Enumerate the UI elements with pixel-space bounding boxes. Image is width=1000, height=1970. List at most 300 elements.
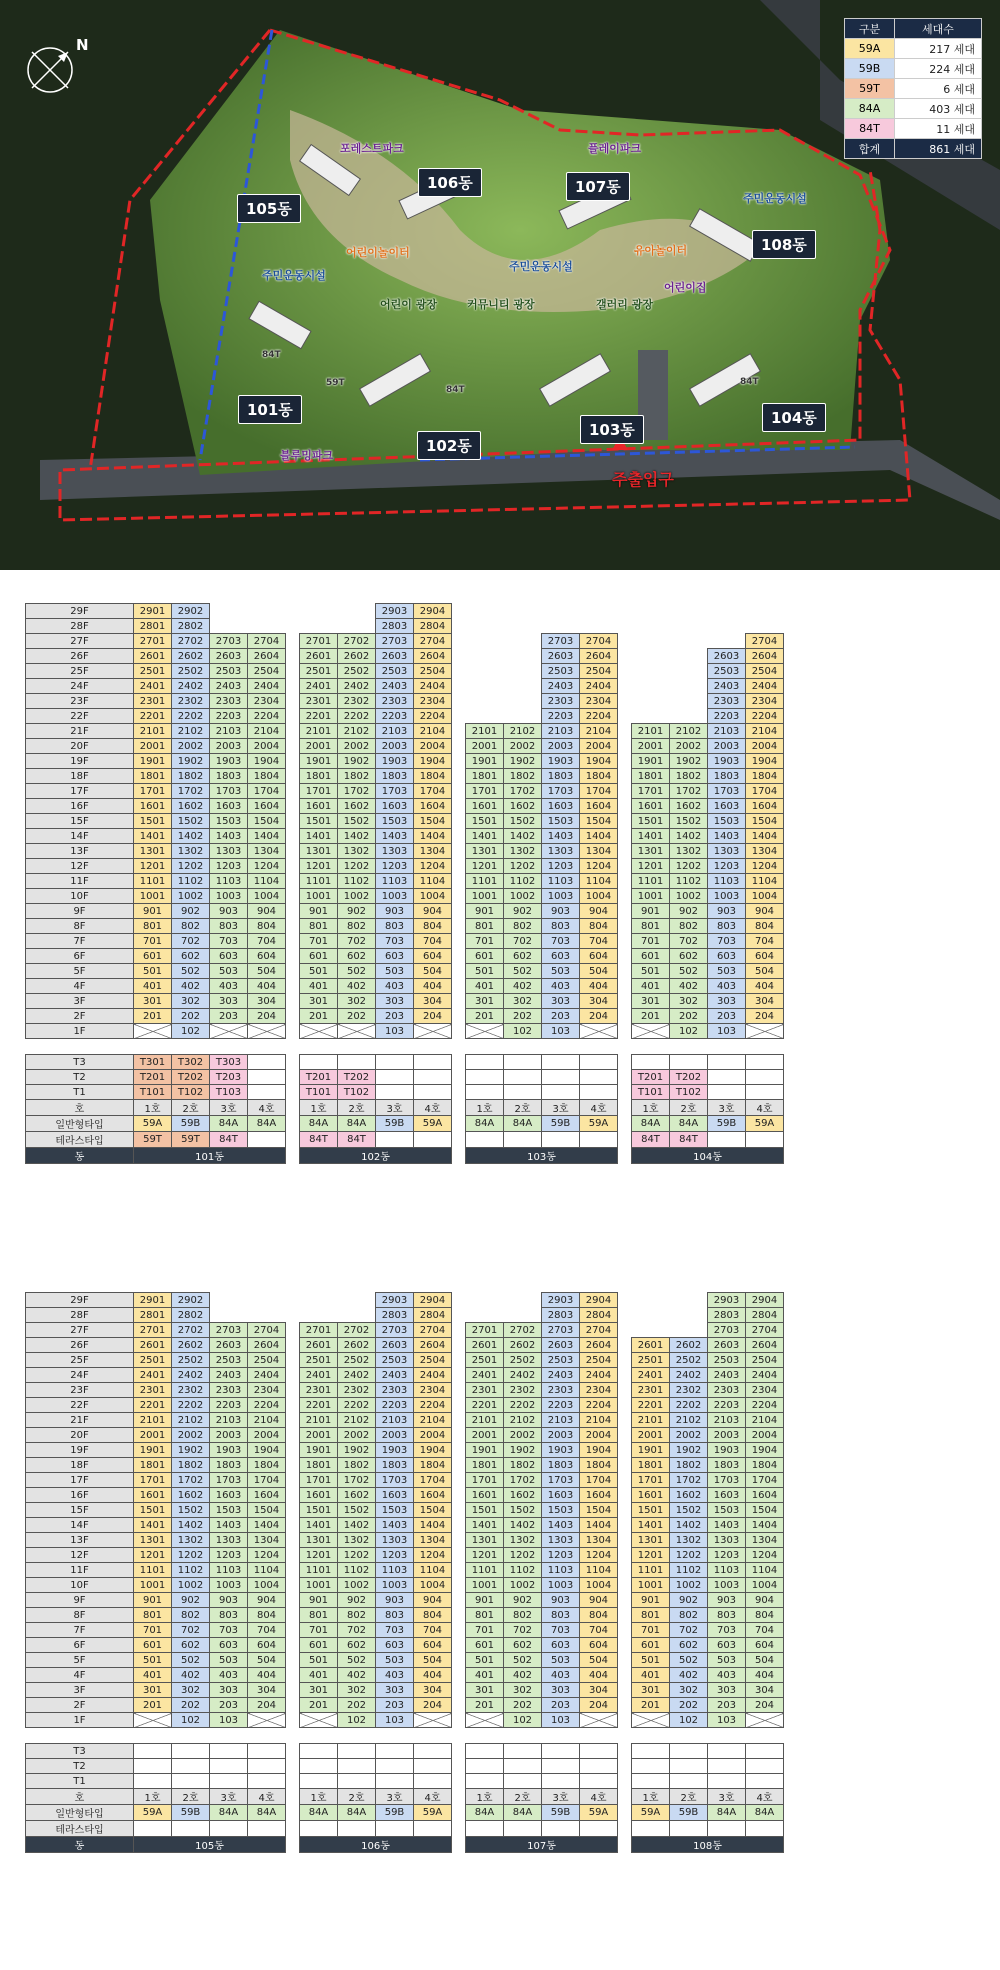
unit-cell: 202 xyxy=(338,1009,376,1024)
column-gap xyxy=(286,1698,300,1713)
column-gap xyxy=(618,769,632,784)
unit-cell: 1602 xyxy=(670,799,708,814)
site-plan-map xyxy=(0,0,1000,570)
column-gap xyxy=(618,919,632,934)
floor-label: 29F xyxy=(26,1293,134,1308)
legend-count: 6 세대 xyxy=(895,79,982,99)
unit-cell: 2203 xyxy=(708,1398,746,1413)
unit-type: 59A xyxy=(414,1805,452,1821)
unit-cell: 203 xyxy=(376,1009,414,1024)
unit-cell: 301 xyxy=(466,1683,504,1698)
empty-cell xyxy=(670,1055,708,1070)
floor-label: 17F xyxy=(26,1473,134,1488)
empty-cell xyxy=(248,1308,286,1323)
column-gap xyxy=(286,1623,300,1638)
unit-cell: 703 xyxy=(708,1623,746,1638)
unit-cell: 2002 xyxy=(172,1428,210,1443)
column-gap xyxy=(618,1428,632,1443)
floor-label: 4F xyxy=(26,979,134,994)
unit-cell: 301 xyxy=(632,994,670,1009)
unit-cell: 1601 xyxy=(632,799,670,814)
unit-cell: 1603 xyxy=(708,1488,746,1503)
empty-cell xyxy=(632,1308,670,1323)
unit-cell: 902 xyxy=(504,904,542,919)
unit-cell: 404 xyxy=(248,1668,286,1683)
unit-cell: 801 xyxy=(632,919,670,934)
unit-cell: 904 xyxy=(746,904,784,919)
unit-cell: 1601 xyxy=(134,1488,172,1503)
unit-cell: 1701 xyxy=(300,1473,338,1488)
unit-cell: 1003 xyxy=(542,1578,580,1593)
column-gap xyxy=(286,634,300,649)
unit-cell: 202 xyxy=(670,1698,708,1713)
unit-cell: 2001 xyxy=(632,1428,670,1443)
empty-cell xyxy=(580,1132,618,1148)
unit-cell: 2601 xyxy=(134,649,172,664)
spacer-cell xyxy=(708,1728,746,1744)
unit-cell: 2402 xyxy=(670,1368,708,1383)
floor-row xyxy=(26,709,784,724)
unit-cell: 2003 xyxy=(210,1428,248,1443)
unit-cell: 1603 xyxy=(210,799,248,814)
unit-type: 84A xyxy=(466,1116,504,1132)
spacer-cell xyxy=(248,1728,286,1744)
unit-cell: 203 xyxy=(542,1698,580,1713)
empty-cell xyxy=(746,619,784,634)
unit-cell: 2803 xyxy=(708,1308,746,1323)
unit-type: 84A xyxy=(708,1805,746,1821)
unit-number: 2호 xyxy=(670,1789,708,1805)
floor-label: T1 xyxy=(26,1085,134,1100)
unit-cell: 504 xyxy=(414,964,452,979)
empty-cell xyxy=(414,1055,452,1070)
unit-cell: 1402 xyxy=(338,1518,376,1533)
unit-cell: 2102 xyxy=(172,724,210,739)
unit-cell: 2304 xyxy=(580,694,618,709)
unit-cell: 1104 xyxy=(746,1563,784,1578)
column-gap xyxy=(452,1085,466,1100)
unit-cell: 1403 xyxy=(376,829,414,844)
empty-cell xyxy=(746,1744,784,1759)
spacer-cell xyxy=(466,1039,504,1055)
unit-cell: 1802 xyxy=(172,769,210,784)
empty-cell xyxy=(338,1759,376,1774)
unit-cell: 204 xyxy=(414,1009,452,1024)
unit-cell: 902 xyxy=(504,1593,542,1608)
column-gap xyxy=(618,1789,632,1805)
column-gap xyxy=(452,784,466,799)
unit-cell: 901 xyxy=(300,1593,338,1608)
unit-cell: 1103 xyxy=(542,874,580,889)
unit-cell: 1304 xyxy=(746,844,784,859)
unit-cell: 2601 xyxy=(632,1338,670,1353)
spacer-cell xyxy=(248,1039,286,1055)
unit-cell: 1201 xyxy=(300,1548,338,1563)
spacer-cell xyxy=(618,1039,632,1055)
unit-cell: 501 xyxy=(134,1653,172,1668)
floor-label: 22F xyxy=(26,709,134,724)
column-gap xyxy=(452,634,466,649)
column-gap xyxy=(618,949,632,964)
unit-cell: 1201 xyxy=(466,859,504,874)
unit-cell: 1002 xyxy=(504,889,542,904)
spacer-cell xyxy=(452,1039,466,1055)
spacer-cell xyxy=(338,1039,376,1055)
unit-cell: 601 xyxy=(632,949,670,964)
empty-cell xyxy=(580,1070,618,1085)
type-tag: 84T xyxy=(262,350,281,360)
unit-cell: 1801 xyxy=(300,1458,338,1473)
unit-cell: 2304 xyxy=(580,1383,618,1398)
column-gap xyxy=(618,1398,632,1413)
unit-cell: 2903 xyxy=(708,1293,746,1308)
unit-cell: 2502 xyxy=(172,1353,210,1368)
unit-cell: 2004 xyxy=(248,1428,286,1443)
terrace-type: 84T xyxy=(300,1132,338,1148)
unit-cell: 2402 xyxy=(338,1368,376,1383)
unit-cell: 1903 xyxy=(376,754,414,769)
column-gap xyxy=(286,1338,300,1353)
unit-cell: 301 xyxy=(134,1683,172,1698)
column-gap xyxy=(618,1488,632,1503)
unit-cell: 2301 xyxy=(300,694,338,709)
unit-cell: 1904 xyxy=(414,754,452,769)
unit-cell: 1901 xyxy=(134,1443,172,1458)
unit-cell: 2203 xyxy=(210,1398,248,1413)
column-gap xyxy=(618,1623,632,1638)
unit-cell: 2104 xyxy=(414,724,452,739)
unit-cell: 1802 xyxy=(338,769,376,784)
unit-cell: 1202 xyxy=(172,1548,210,1563)
unit-cell: 103 xyxy=(376,1713,414,1728)
unit-cell: 1104 xyxy=(248,874,286,889)
unit-cell: 2602 xyxy=(172,649,210,664)
unit-cell: 704 xyxy=(580,1623,618,1638)
unit-cell: 701 xyxy=(300,1623,338,1638)
empty-cell xyxy=(708,1132,746,1148)
unit-cell: 301 xyxy=(300,994,338,1009)
empty-cell xyxy=(248,1055,286,1070)
floor-row xyxy=(26,934,784,949)
unit-cell: 1401 xyxy=(134,1518,172,1533)
unit-cell: 1201 xyxy=(300,859,338,874)
unit-cell: 701 xyxy=(134,934,172,949)
unit-cell: 1301 xyxy=(632,1533,670,1548)
empty-cell xyxy=(580,1713,618,1728)
empty-cell xyxy=(210,1744,248,1759)
empty-cell xyxy=(300,1024,338,1039)
column-gap xyxy=(452,694,466,709)
unit-type: 59B xyxy=(376,1116,414,1132)
unit-cell: 1904 xyxy=(248,754,286,769)
floor-row xyxy=(26,739,784,754)
empty-cell xyxy=(504,634,542,649)
unit-type: 84A xyxy=(248,1805,286,1821)
unit-cell: 103 xyxy=(708,1713,746,1728)
terrace-floor-row xyxy=(26,1070,784,1085)
unit-cell: 401 xyxy=(300,979,338,994)
floor-label: 6F xyxy=(26,1638,134,1653)
empty-cell xyxy=(504,1055,542,1070)
unit-cell: 603 xyxy=(210,949,248,964)
terrace-unit-cell: T201 xyxy=(632,1070,670,1085)
unit-cell: 504 xyxy=(746,964,784,979)
column-gap xyxy=(452,724,466,739)
unit-cell: 2501 xyxy=(300,664,338,679)
unit-cell: 2104 xyxy=(248,724,286,739)
unit-cell: 1004 xyxy=(248,1578,286,1593)
unit-cell: 2704 xyxy=(414,1323,452,1338)
unit-cell: 2704 xyxy=(248,1323,286,1338)
unit-cell: 904 xyxy=(746,1593,784,1608)
column-gap xyxy=(452,1443,466,1458)
unit-cell: 1403 xyxy=(210,1518,248,1533)
column-gap xyxy=(452,1668,466,1683)
unit-type: 84A xyxy=(248,1116,286,1132)
empty-cell xyxy=(134,1713,172,1728)
empty-cell xyxy=(338,1308,376,1323)
column-gap xyxy=(618,1533,632,1548)
empty-cell xyxy=(414,1821,452,1837)
empty-cell xyxy=(504,1293,542,1308)
unit-cell: 704 xyxy=(580,934,618,949)
column-gap xyxy=(452,1698,466,1713)
unit-cell: 2604 xyxy=(746,649,784,664)
unit-number: 1호 xyxy=(300,1100,338,1116)
unit-number-row xyxy=(26,1100,784,1116)
terrace-type: 84T xyxy=(670,1132,708,1148)
unit-cell: 2002 xyxy=(172,739,210,754)
unit-cell: 1103 xyxy=(210,874,248,889)
unit-cell: 204 xyxy=(580,1009,618,1024)
unit-cell: 501 xyxy=(300,964,338,979)
unit-cell: 1004 xyxy=(746,889,784,904)
unit-cell: 2304 xyxy=(248,694,286,709)
unit-cell: 2102 xyxy=(504,1413,542,1428)
unit-cell: 703 xyxy=(210,1623,248,1638)
empty-cell xyxy=(134,1024,172,1039)
unit-cell: 902 xyxy=(338,1593,376,1608)
unit-number: 4호 xyxy=(746,1789,784,1805)
unit-cell: 1504 xyxy=(580,814,618,829)
unit-cell: 1304 xyxy=(414,1533,452,1548)
floor-row xyxy=(26,1338,784,1353)
unit-cell: 503 xyxy=(376,964,414,979)
unit-cell: 2001 xyxy=(300,1428,338,1443)
unit-cell: 2804 xyxy=(580,1308,618,1323)
legend-count: 224 세대 xyxy=(895,59,982,79)
unit-cell: 1604 xyxy=(414,799,452,814)
unit-cell: 1602 xyxy=(504,799,542,814)
unit-cell: 2303 xyxy=(708,694,746,709)
empty-cell xyxy=(670,619,708,634)
floor-label: 10F xyxy=(26,1578,134,1593)
floor-label: 23F xyxy=(26,1383,134,1398)
unit-cell: 1602 xyxy=(338,1488,376,1503)
empty-cell xyxy=(504,1744,542,1759)
unit-cell: 204 xyxy=(414,1698,452,1713)
column-gap xyxy=(452,1293,466,1308)
unit-cell: 1903 xyxy=(708,1443,746,1458)
unit-cell: 1402 xyxy=(504,829,542,844)
unit-type: 59A xyxy=(632,1805,670,1821)
legend-count: 403 세대 xyxy=(895,99,982,119)
unit-cell: 2602 xyxy=(504,1338,542,1353)
unit-cell: 504 xyxy=(248,964,286,979)
terrace-unit-cell: T201 xyxy=(300,1070,338,1085)
unit-cell: 1703 xyxy=(708,1473,746,1488)
unit-cell: 2702 xyxy=(338,1323,376,1338)
unit-cell: 2701 xyxy=(134,634,172,649)
column-gap xyxy=(286,964,300,979)
unit-cell: 1904 xyxy=(414,1443,452,1458)
unit-cell: 1003 xyxy=(708,1578,746,1593)
floor-row xyxy=(26,1503,784,1518)
column-gap xyxy=(452,1413,466,1428)
unit-cell: 1501 xyxy=(632,814,670,829)
unit-cell: 904 xyxy=(248,1593,286,1608)
unit-cell: 2603 xyxy=(708,1338,746,1353)
unit-cell: 304 xyxy=(248,994,286,1009)
legend-type: 59A xyxy=(845,39,895,59)
unit-cell: 303 xyxy=(210,1683,248,1698)
unit-cell: 2703 xyxy=(542,634,580,649)
floor-label: 21F xyxy=(26,1413,134,1428)
unit-cell: 2204 xyxy=(248,1398,286,1413)
unit-cell: 2504 xyxy=(746,1353,784,1368)
unit-cell: 2603 xyxy=(708,649,746,664)
unit-cell: 1301 xyxy=(300,844,338,859)
unit-cell: 2004 xyxy=(414,739,452,754)
column-gap xyxy=(286,724,300,739)
unit-cell: 202 xyxy=(504,1698,542,1713)
floor-label: 21F xyxy=(26,724,134,739)
unit-cell: 804 xyxy=(248,919,286,934)
terrace-unit-cell: T101 xyxy=(134,1085,172,1100)
park-label: 플레이파크 xyxy=(588,142,642,155)
unit-number: 3호 xyxy=(708,1789,746,1805)
column-gap xyxy=(286,1383,300,1398)
unit-cell: 2302 xyxy=(504,1383,542,1398)
unit-cell: 1601 xyxy=(300,1488,338,1503)
unit-cell: 304 xyxy=(746,994,784,1009)
column-gap xyxy=(286,949,300,964)
floor-row xyxy=(26,1323,784,1338)
unit-cell: 2101 xyxy=(632,1413,670,1428)
column-gap xyxy=(452,1428,466,1443)
floor-label: T3 xyxy=(26,1744,134,1759)
unit-cell: 1003 xyxy=(542,889,580,904)
unit-cell: 503 xyxy=(376,1653,414,1668)
column-gap xyxy=(618,934,632,949)
empty-cell xyxy=(248,1085,286,1100)
empty-cell xyxy=(300,1759,338,1774)
unit-cell: 2604 xyxy=(414,649,452,664)
column-gap xyxy=(618,1458,632,1473)
unit-cell: 402 xyxy=(670,1668,708,1683)
unit-cell: 1101 xyxy=(134,874,172,889)
unit-cell: 802 xyxy=(172,1608,210,1623)
unit-cell: 2303 xyxy=(542,694,580,709)
unit-cell: 2704 xyxy=(580,634,618,649)
unit-cell: 1304 xyxy=(580,1533,618,1548)
column-gap xyxy=(618,859,632,874)
unit-type: 59A xyxy=(134,1116,172,1132)
unit-cell: 602 xyxy=(670,949,708,964)
unit-cell: 1504 xyxy=(414,1503,452,1518)
unit-cell: 1903 xyxy=(708,754,746,769)
unit-cell: 404 xyxy=(248,979,286,994)
column-gap xyxy=(452,739,466,754)
empty-cell xyxy=(632,679,670,694)
unit-cell: 1901 xyxy=(466,1443,504,1458)
unit-number: 1호 xyxy=(632,1789,670,1805)
unit-cell: 1204 xyxy=(248,1548,286,1563)
column-gap xyxy=(286,679,300,694)
unit-cell: 1204 xyxy=(414,1548,452,1563)
unit-cell: 102 xyxy=(172,1713,210,1728)
floor-row xyxy=(26,994,784,1009)
unit-number: 1호 xyxy=(134,1100,172,1116)
column-gap xyxy=(452,1518,466,1533)
column-gap xyxy=(452,664,466,679)
column-gap xyxy=(452,1503,466,1518)
unit-cell: 1202 xyxy=(338,859,376,874)
unit-cell: 2402 xyxy=(172,679,210,694)
floor-label: T1 xyxy=(26,1774,134,1789)
empty-cell xyxy=(632,634,670,649)
unit-cell: 2202 xyxy=(338,1398,376,1413)
unit-cell: 2103 xyxy=(542,1413,580,1428)
unit-type-row xyxy=(26,1116,784,1132)
unit-cell: 2603 xyxy=(210,649,248,664)
unit-cell: 2102 xyxy=(670,724,708,739)
column-gap xyxy=(286,1100,300,1116)
unit-cell: 803 xyxy=(210,919,248,934)
floor-label: 1F xyxy=(26,1713,134,1728)
unit-cell: 2601 xyxy=(300,649,338,664)
unit-cell: 1102 xyxy=(172,874,210,889)
unit-cell: 404 xyxy=(414,979,452,994)
column-gap xyxy=(452,1548,466,1563)
unit-cell: 1004 xyxy=(746,1578,784,1593)
floor-row xyxy=(26,1668,784,1683)
column-gap xyxy=(286,1608,300,1623)
unit-cell: 1001 xyxy=(466,889,504,904)
terrace-unit-cell: T102 xyxy=(338,1085,376,1100)
daycare-label: 어린이집 xyxy=(664,281,707,294)
unit-cell: 502 xyxy=(504,964,542,979)
unit-cell: 201 xyxy=(632,1698,670,1713)
unit-cell: 2704 xyxy=(248,634,286,649)
unit-cell: 401 xyxy=(466,1668,504,1683)
unit-cell: 1804 xyxy=(248,769,286,784)
column-gap xyxy=(286,739,300,754)
unit-cell: 2701 xyxy=(300,634,338,649)
empty-cell xyxy=(300,1293,338,1308)
unit-cell: 1404 xyxy=(580,1518,618,1533)
unit-cell: 1804 xyxy=(746,769,784,784)
unit-cell: 2101 xyxy=(300,724,338,739)
empty-cell xyxy=(414,1085,452,1100)
column-gap xyxy=(286,1638,300,1653)
unit-cell: 1204 xyxy=(414,859,452,874)
unit-number: 2호 xyxy=(504,1789,542,1805)
empty-cell xyxy=(466,694,504,709)
unit-cell: 704 xyxy=(746,934,784,949)
unit-cell: 903 xyxy=(542,904,580,919)
unit-cell: 504 xyxy=(580,1653,618,1668)
